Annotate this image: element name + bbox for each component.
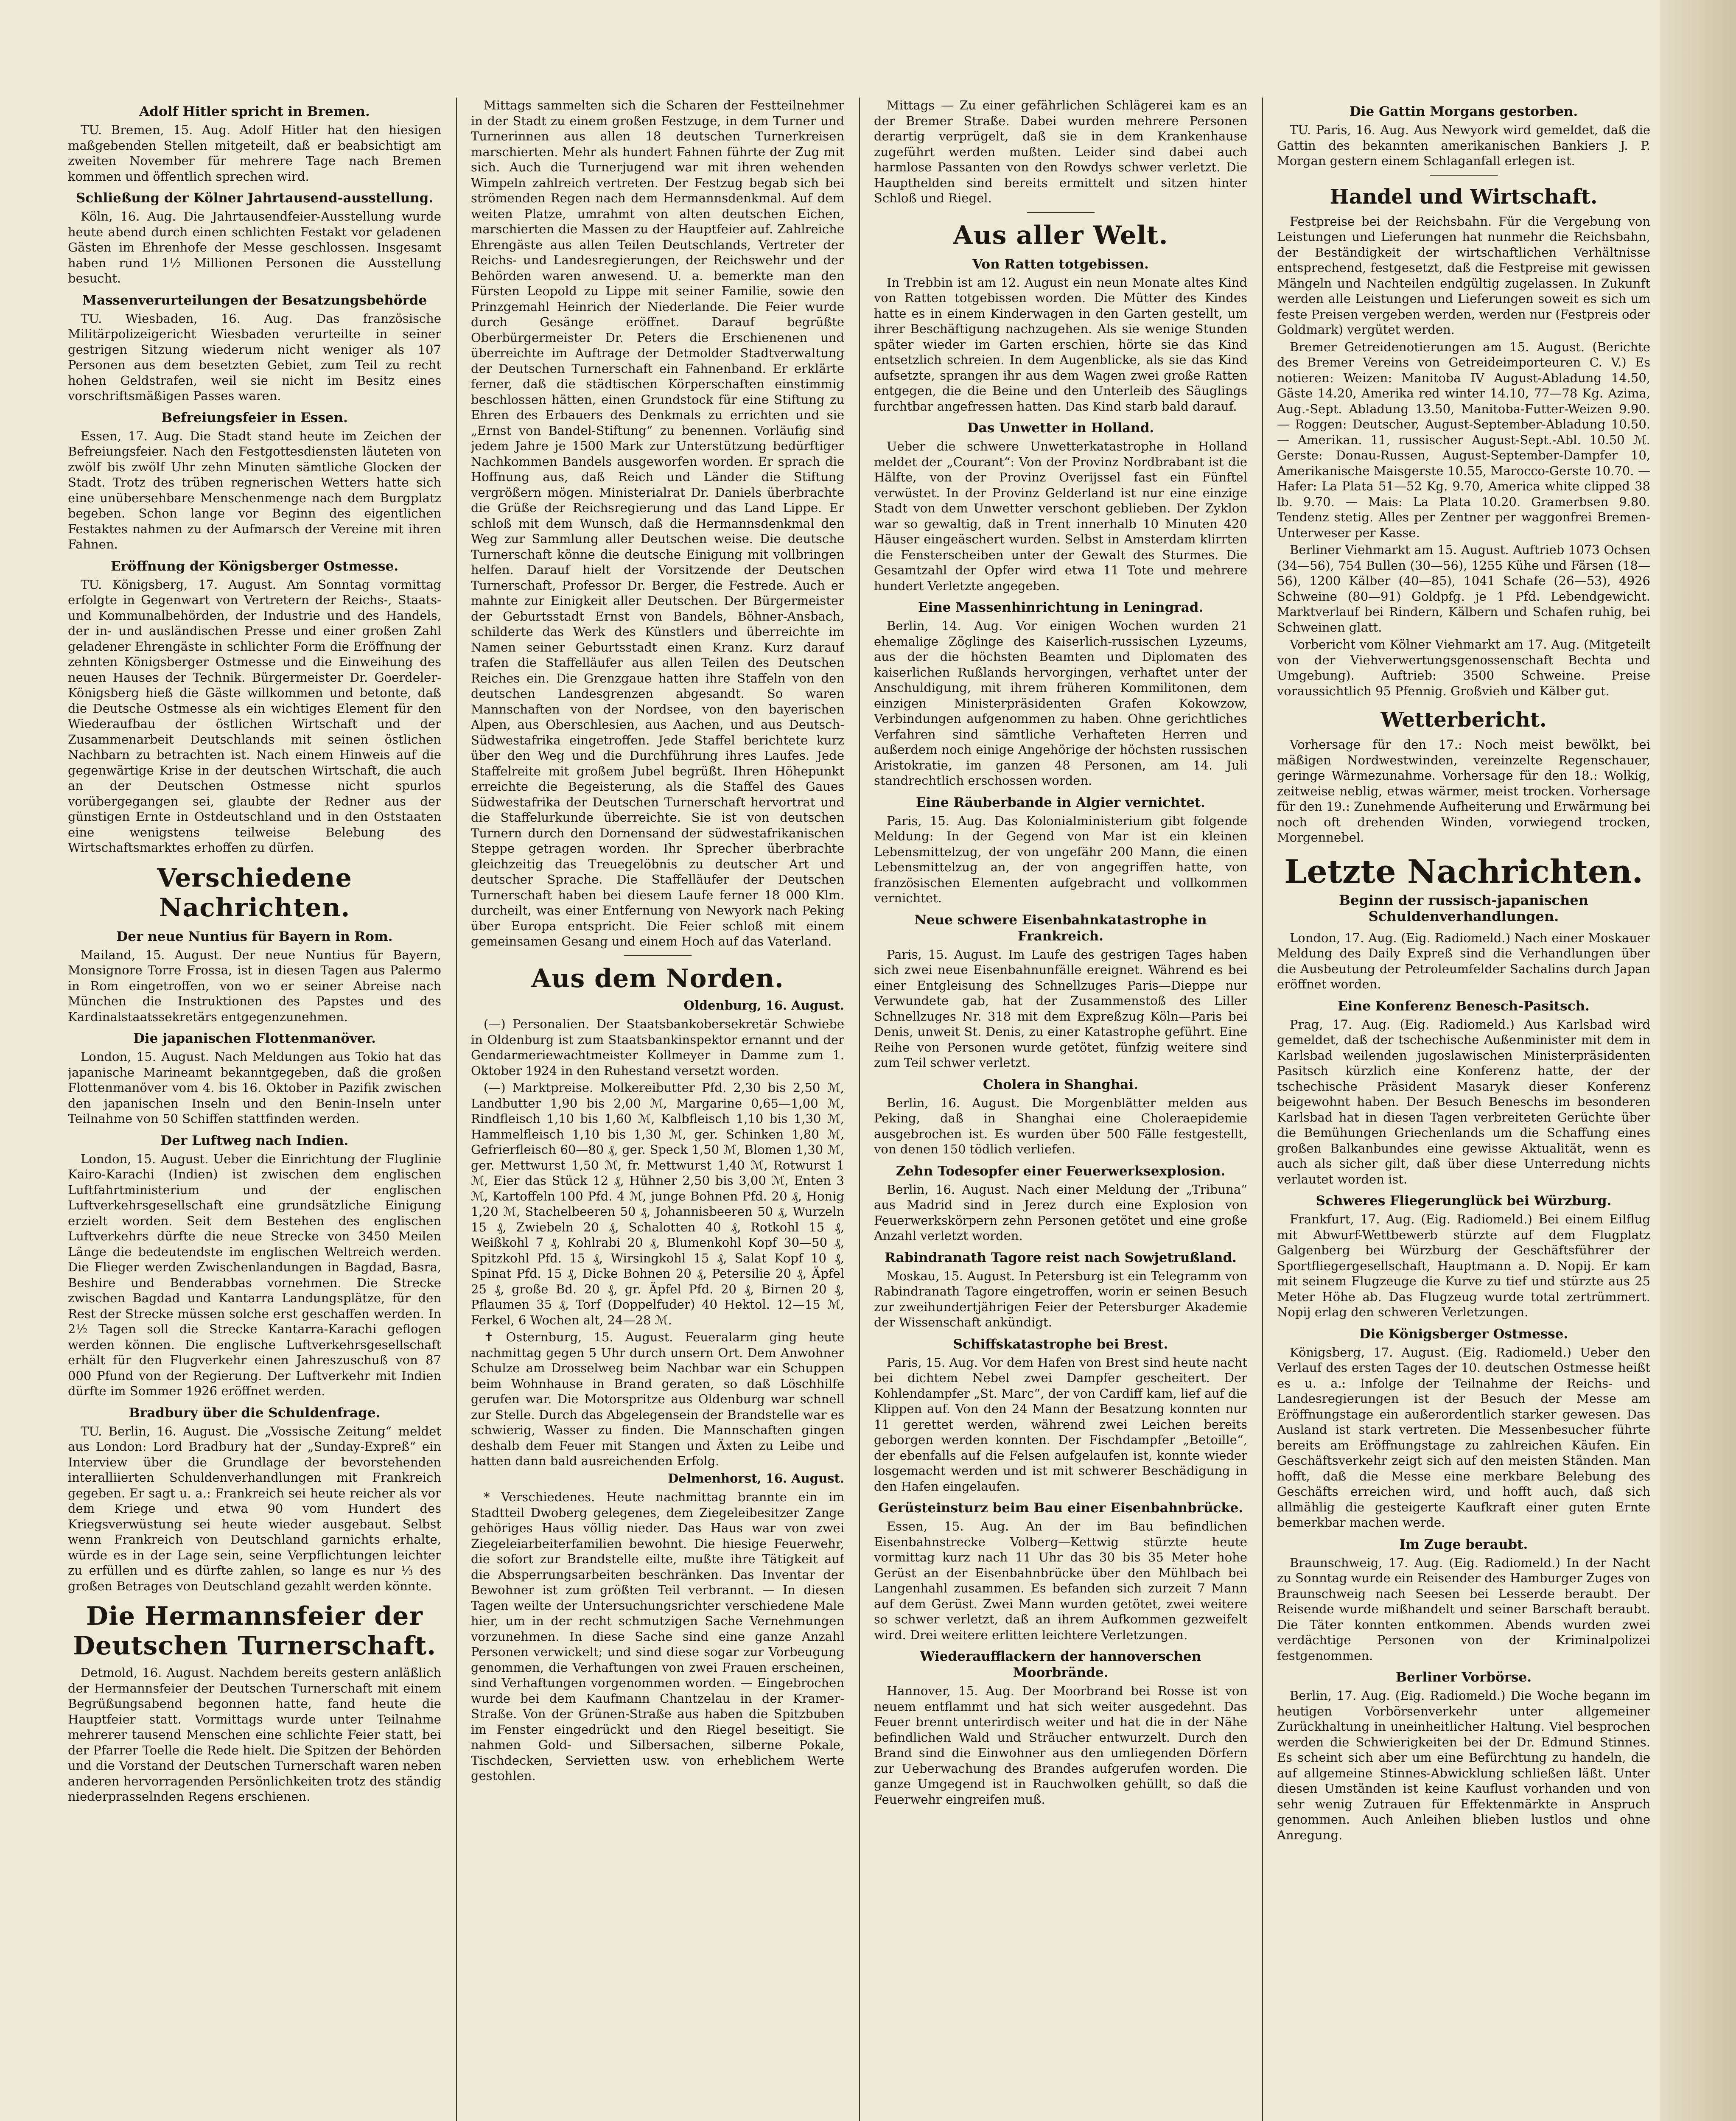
- article-text: Essen, 17. Aug. Die Stadt stand heute im Zeichen der Befreiungsfeier. Nach den Festgottesdiensten läuteten von zwölf bis zwölf Uhr zehn Minuten sämtliche Glocken der Stadt. Trotz des trüben regnerischen Wetters hatte sich eine unübersehbare Menschenmenge nach dem Burgplatz begeben. Schon lange vor Beginn des eigentlichen Festaktes nahmen zu der Aufmarsch der Vereine mit ihren Fahnen.: [68, 428, 441, 551]
- headline: Rabindranath Tagore reist nach Sowjetrußland.: [885, 1250, 1237, 1265]
- article-text: London, 15. August. Ueber die Einrichtung der Fluglinie Kairo-Karachi (Indien) ist zwischen dem englischen Luftfahrtministerium und der englischen Luftverkehrsgesellschaft eine grundsätzliche Einigung erzielt worden. Seit dem Bestehen des englischen Luftverkehrs dürfte die neue Strecke von 3450 Meilen Länge die bedeutendste im englischen Weltreich werden. Die Flieger werden Zwischenlandungen in Bagdad, Basra, Beshire und Benderabbas vornehmen. Die Strecke zwischen Bagdad und Kantarra Landungsplätze, für den Rest der Strecke müssen solche erst geschaffen werden. In 2½ Tagen soll die Strecke Kantarra-Karachi geflogen werden können. Die englische Luftverkehrsgesellschaft erhält für den Flugverkehr einen Jahreszuschuß von 87 000 Pfund von der Regierung. Der Luftverkehr mit Indien dürfte im Sommer 1926 eröffnet werden.: [68, 1151, 441, 1398]
- headline: Befreiungsfeier in Essen.: [161, 410, 348, 425]
- headline: Neue schwere Eisenbahnkatastrophe in Frankreich.: [914, 912, 1207, 944]
- article-text: ✝ Osternburg, 15. August. Feueralarm ging heute nachmittag gegen 5 Uhr durch unsern Ort. Dem Anwohner Schulze am Drosselweg beim Nachbar war ein Schuppen beim Wohnhause in Brand geraten, so daß Löschhilfe gerufen war. Die Motorspritze aus Oldenburg war schnell zur Stelle. Durch das Abgelegensein der Brandstelle war es schwierig, Wasser zu finden. Die Mannschaften gingen deshalb dem Feuer mit Stangen und Äxten zu Leibe und hatten dann bald ausreichenden Erfolg.: [471, 1330, 844, 1468]
- headline: Eine Massenhinrichtung in Leningrad.: [918, 600, 1204, 615]
- headline: Massenverurteilungen der Besatzungsbehörde: [82, 292, 427, 308]
- section-title: Verschiedene Nachrichten.: [157, 863, 352, 923]
- article-text: Berlin, 14. Aug. Vor einigen Wochen wurden 21 ehemalige Zöglinge des Kaiserlich-russischen Lyzeums, aus der die höchsten Beamten und Diplomaten des kaiserlichen Rußlands hervorgingen, verhaftet unter der Anschuldigung, mit ihrem früheren Kommilitonen, dem einzigen Ministerpräsidenten Grafen Kokowzow, Verbindungen aufgenommen zu haben. Ohne gerichtliches Verfahren sind sämtliche Verhafteten Herren und außerdem noch einige Angehörige der höchsten russischen Aristokratie, im ganzen 48 Personen, am 14. Juli standrechtlich erschossen worden.: [874, 618, 1247, 788]
- dateline: Delmenhorst, 16. August.: [668, 1471, 844, 1486]
- section-title: Letzte Nachrichten.: [1284, 852, 1643, 890]
- article-text: TU. Berlin, 16. August. Die „Vossische Zeitung“ meldet aus London: Lord Bradbury hat der „Sunday-Expreß“ ein Interview über die Grundlage der bevorstehenden interalliierten Schuldenverhandlungen mit Frankreich gegeben. Er sagt u. a.: Frankreich sei heute reicher als vor dem Kriege und etwa 90 vom Hundert des Kriegsverwüstung sei heute wieder ausgebaut. Selbst wenn Frankreich von Deutschland garnichts erhalte, würde es in der Lage sein, seine Verpflichtungen leichter zu erfüllen und es dürfte zahlen, so lange es nur ⅓ des großen Betrages von Deutschland gezahlt werden könnte.: [68, 1424, 441, 1593]
- article-text: Moskau, 15. August. In Petersburg ist ein Telegramm von Rabindranath Tagore eingetroffen, worin er seinen Besuch zur zweihundertjährigen Feier der Petersburger Akademie der Wissenschaft ankündigt.: [874, 1268, 1247, 1329]
- headline: Im Zuge beraubt.: [1399, 1536, 1528, 1552]
- headline: Die Gattin Morgans gestorben.: [1349, 104, 1578, 119]
- headline: Eine Konferenz Benesch-Pasitsch.: [1338, 998, 1590, 1014]
- headline: Berliner Vorbörse.: [1395, 1670, 1532, 1685]
- headline: Eine Räuberbande in Algier vernichtet.: [916, 795, 1205, 810]
- headline: Wiederaufflackern der hannoverschen Moorbrände.: [920, 1649, 1201, 1680]
- column-3: [874, 98, 1247, 2121]
- headline: Von Ratten totgebissen.: [972, 256, 1149, 272]
- article-text: Festpreise bei der Reichsbahn. Für die Vergebung von Leistungen und Lieferungen hat nunmehr die Reichsbahn, der Beständigkeit der wirtschaftlichen Verhältnisse entsprechend, festgesetzt, daß die Festpreise mit gewissen Mängeln und Nachteilen endgültig zugelassen. In Zukunft werden alle Leistungen und Lieferungen soweit es sich um feste Preisen vergeben werden, werden nur (Festpreis oder Goldmark) vergütet werden.: [1277, 214, 1650, 337]
- article-text: Paris, 15. Aug. Das Kolonialministerium gibt folgende Meldung: In der Gegend von Mar ist ein kleinen Lebensmittelzug, der von ungefähr 200 Mann, die einen Lebensmittelzug an, der von angegriffen hatte, von französischen Elementen aufgebracht und vollkommen vernichtet.: [874, 813, 1247, 905]
- section-title: Die Hermannsfeier der Deutschen Turnerschaft.: [73, 1601, 437, 1661]
- article-text: Hannover, 15. Aug. Der Moorbrand bei Rosse ist von neuem entflammt und hat sich weiter ausgedehnt. Das Feuer brennt unterirdisch weiter und hat die in der Nähe befindlichen Wald und Sträucher entwurzelt. Durch den Brand sind die Einwohner aus den umliegenden Dörfern zur Ueberwachung des Brandes aufgerufen worden. Die ganze Umgegend ist in Rauchwolken gehüllt, so daß die Feuerwehr eingreifen muß.: [874, 1684, 1247, 1807]
- article-text: Vorhersage für den 17.: Noch meist bewölkt, bei mäßigen Nordwestwinden, vereinzelte Regenschauer, geringe Wärmezunahme. Vorhersage für den 18.: Wolkig, zeitweise neblig, etwas wärmer, meist trocken. Vorhersage für den 19.: Zunehmende Aufheiterung und Erwärmung bei noch oft drehenden Winden, vorwiegend trocken, Morgennebel.: [1277, 737, 1650, 845]
- scan-edge: [1660, 0, 1736, 2121]
- dateline: Oldenburg, 16. August.: [683, 998, 844, 1013]
- headline: Gerüsteinsturz beim Bau einer Eisenbahnbrücke.: [878, 1500, 1243, 1516]
- article-text: TU. Wiesbaden, 16. Aug. Das französische Militärpolizeigericht Wiesbaden verurteilte in seiner gestrigen Sitzung wiederum nicht weniger als 107 Personen aus dem besetzten Gebiet, zum Teil zu recht hohen Geldstrafen, weil sie nicht im Besitz eines vorschriftsmäßigen Passes waren.: [68, 311, 441, 403]
- article-text: Braunschweig, 17. Aug. (Eig. Radiomeld.) In der Nacht zu Sonntag wurde ein Reisender des Hamburger Zuges von Braunschweig nach Seesen bei Lesserde beraubt. Der Reisende wurde mißhandelt und seiner Barschaft beraubt. Die Täter konnten entkommen. Abends wurden zwei verdächtige Personen von der Kriminalpolizei festgenommen.: [1277, 1555, 1650, 1663]
- article-text: Mittags — Zu einer gefährlichen Schlägerei kam es an der Bremer Straße. Dabei wurden mehrere Personen derartig verprügelt, daß sie in dem Krankenhause zugeführt werden mußten. Leider sind dabei auch harmlose Passanten von den Rowdys schwer verletzt. Die Haupthelden sind bereits ermittelt und sitzen hinter Schloß und Riegel.: [874, 98, 1247, 205]
- article-text: Königsberg, 17. August. (Eig. Radiomeld.) Ueber den Verlauf des ersten Tages der 10. deutschen Ostmesse heißt es u. a.: Infolge der Teilnahme der Reichs- und Landesregierungen ist der Besuch der Messe am Eröffnungstage ein außerordentlich starker gewesen. Das Ausland ist stark vertreten. Die Messenbesucher führte bereits am Eröffnungstage zu zahlreichen Käufen. Ein Geschäftsverkehr zeigt sich auf den meisten Ständen. Man hofft, daß die Messe eine merkbare Belebung des Geschäfts erreichen wird, und hofft auch, daß sich allmählig die gesteigerte Kaufkraft einer guten Ernte bemerkbar machen werde.: [1277, 1345, 1650, 1530]
- article-text: Paris, 15. Aug. Vor dem Hafen von Brest sind heute nacht bei dichtem Nebel zwei Dampfer gescheitert. Der Kohlendampfer „St. Marc“, der von Cardiff kam, lief auf die Klippen auf. Von den 24 Mann der Besatzung konnten nur 11 gerettet werden, während zwei Leichen bereits geborgen werden konnten. Der Fischdampfer „Betoille“, der ebenfalls auf die Felsen aufgelaufen ist, konnte wieder losgemacht werden und ist mit schwerer Beschädigung in den Hafen eingelaufen.: [874, 1355, 1247, 1494]
- newspaper-page: [68, 98, 1655, 2121]
- article-text: (—) Marktpreise. Molkereibutter Pfd. 2,30 bis 2,50 ℳ, Landbutter 1,90 bis 2,00 ℳ, Margarine 0,65—1,00 ℳ, Rindfleisch 1,10 bis 1,60 ℳ, Kalbfleisch 1,10 bis 1,30 ℳ, Hammelfleisch 1,10 bis 1,30 ℳ, ger. Schinken 1,80 ℳ, Gefrierfleisch 60—80 ₰, ger. Speck 1,50 ℳ, Blomen 1,30 ℳ, ger. Mettwurst 1,50 ℳ, fr. Mettwurst 1,40 ℳ, Rotwurst 1 ℳ, Eier das Stück 12 ₰, Hühner 2,50 bis 3,00 ℳ, Enten 3 ℳ, Kartoffeln 100 Pfd. 4 ℳ, junge Bohnen Pfd. 20 ₰, Honig 1,20 ℳ, Stachelbeeren 50 ₰, Johannisbeeren 50 ₰, Wurzeln 15 ₰, Zwiebeln 20 ₰, Schalotten 40 ₰, Rotkohl 15 ₰, Weißkohl 7 ₰, Kohlrabi 20 ₰, Blumenkohl Kopf 30—50 ₰, Spitzkohl Pfd. 15 ₰, Wirsingkohl 15 ₰, Salat Kopf 10 ₰, Spinat Pfd. 15 ₰, Dicke Bohnen 20 ₰, Petersilie 20 ₰, Äpfel 25 ₰, große Bd. 20 ₰, gr. Äpfel Pfd. 20 ₰, Birnen 20 ₰, Pflaumen 35 ₰, Torf (Doppelfuder) 40 Hektol. 12—15 ℳ, Ferkel, 6 Wochen alt, 24—28 ℳ.: [471, 1080, 844, 1327]
- column-1: [68, 98, 441, 2121]
- section-title: Wetterbericht.: [1380, 708, 1547, 732]
- headline: Die Königsberger Ostmesse.: [1359, 1326, 1568, 1342]
- article-text: Berliner Viehmarkt am 15. August. Auftrieb 1073 Ochsen (34—56), 754 Bullen (30—56), 1255 Kühe und Färsen (18—56), 1200 Kälber (40—85), 1041 Schafe (26—53), 4926 Schweine (80—91) Goldpfg. je 1 Pfd. Lebendgewicht. Marktverlauf bei Rindern, Kälbern und Schafen ruhig, bei Schweinen glatt.: [1277, 543, 1650, 635]
- column-2: [471, 98, 844, 2121]
- headline: Der Luftweg nach Indien.: [160, 1133, 349, 1148]
- headline: Cholera in Shanghai.: [983, 1077, 1139, 1092]
- headline: Der neue Nuntius für Bayern in Rom.: [116, 929, 393, 944]
- article-text: TU. Königsberg, 17. August. Am Sonntag vormittag erfolgte in Gegenwart von Vertretern der Reichs-, Staats- und Kommunalbehörden, der Industrie und des Handels, der in- und ausländischen Presse und einer großen Zahl geladener Ehrengäste in schlichter Form die Eröffnung der zehnten Königsberger Ostmesse und die Einweihung des neuen Hauses der Technik. Bürgermeister Dr. Goerdeler-Königsberg hieß die Gäste willkommen und betonte, daß die Deutsche Ostmesse als ein wichtiges Element für den Wiederaufbau der östlichen Wirtschaft und der Zusammenarbeit Deutschlands mit seinen östlichen Nachbarn zu betrachten ist. Nach einem Hinweis auf die gegenwärtige Krise in der deutschen Wirtschaft, die auch an der Deutschen Ostmesse nicht spurlos vorübergegangen sei, glaubte der Redner aus der günstigen Ernte in Ostdeutschland und in den Oststaaten eine wenigstens teilweise Belebung des Wirtschaftsmarktes erhoffen zu dürfen.: [68, 577, 441, 855]
- article-text: London, 15. August. Nach Meldungen aus Tokio hat das japanische Marineamt bekanntgegeben, daß die großen Flottenmanöver vom 4. bis 16. Oktober in Pazifik zwischen den japanischen Inseln und den Benin-Inseln unter Teilnahme von 50 Schiffen stattfinden werden.: [68, 1049, 441, 1126]
- article-text: * Verschiedenes. Heute nachmittag brannte ein im Stadtteil Dwoberg gelegenes, dem Ziegeleibesitzer Zange gehöriges Haus völlig nieder. Das Haus war von zwei Ziegeleiarbeiterfamilien bewohnt. Die hiesige Feuerwehr, die sofort zur Brandstelle eilte, mußte ihre Tätigkeit auf die Absperrungsarbeiten beschränken. Das Inventar der Bewohner ist zum größten Teil verbrannt. — In diesen Tagen weilte der Untersuchungsrichter verschiedene Male hier, um in der recht schmutzigen Sache Vernehmungen vorzunehmen. In diese Sache sind eine ganze Anzahl Personen verwickelt; und sind diese sogar zur Vorbeugung genommen, die Verhaftungen von zwei Frauen erscheinen, sind Verhaftungen vorgenommen worden. — Eingebrochen wurde bei dem Kaufmann Chantzelau in der Kramer-Straße. Von der Grünen-Straße aus haben die Spitzbuben im Fenster eingedrückt und den Riegel beseitigt. Sie nahmen Gold- und Silbersachen, silberne Pokale, Tischdecken, Servietten usw. von erheblichem Werte gestohlen.: [471, 1490, 844, 1783]
- article-text: Prag, 17. Aug. (Eig. Radiomeld.) Aus Karlsbad wird gemeldet, daß der tschechische Außenminister mit dem in Karlsbad weilenden jugoslawischen Ministerpräsidenten Pasitsch kürzlich eine Konferenz hatte, der der tschechische Präsident Masaryk dieser Konferenz beigewohnt haben. Der Besuch Beneschs im besonderen Karlsbad hat in diesen Tagen verbreiteten Gerüchte über die Bemühungen Griechenlands um die Schaffung eines großen Balkanbundes eine gewisse Aktualität, wenn es auch als sicher gilt, daß über diese Unterredung nichts verlautet worden ist.: [1277, 1017, 1650, 1186]
- article-text: Berlin, 16. August. Nach einer Meldung der „Tribuna“ aus Madrid sind in Jerez durch eine Explosion von Feuerwerkskörpern zehn Personen getötet und eine große Anzahl verletzt worden.: [874, 1182, 1247, 1243]
- article-text: Detmold, 16. August. Nachdem bereits gestern anläßlich der Hermannsfeier der Deutschen Turnerschaft mit einem Begrüßungsabend begonnen hatte, fand heute die Hauptfeier statt. Vormittags wurde unter Teilnahme mehrerer tausend Menschen eine schlichte Feier statt, bei der Pfarrer Toelle die Rede hielt. Die Spitzen der Behörden und die Vorstand der Deutschen Turnerschaft waren neben anderen hervorragenden Persönlichkeiten trotz des ständig niederprasselnden Regens erschienen.: [68, 1665, 441, 1804]
- article-text: Paris, 15. August. Im Laufe des gestrigen Tages haben sich zwei neue Eisenbahnunfälle ereignet. Während es bei einer Entgleisung des Schnellzuges Paris—Dieppe nur Verwundete gab, hat der Zusammenstoß des Liller Schnellzuges Nr. 318 mit dem Expreßzug Köln—Paris bei Denis, unweit St. Denis, zu einer Katastrophe geführt. Eine Reihe von Personen wurde getötet, fünfzig weitere sind zum Teil schwer verletzt.: [874, 947, 1247, 1070]
- article-text: In Trebbin ist am 12. August ein neun Monate altes Kind von Ratten totgebissen worden. Die Mütter des Kindes hatte es in einem Kinderwagen in den Garten gestellt, um ihrer Beschäftigung nachzugehen. Als sie wenige Stunden später wieder im Garten erschien, hörte sie das Kind entsetzlich schreien. In dem Augenblicke, als sie das Kind aufsetzte, sprangen ihr aus dem Wagen zwei große Ratten entgegen, die die Beine und den Unterleib des Säuglings furchtbar angefressen hatten. Das Kind starb bald darauf.: [874, 275, 1247, 414]
- column-4: [1277, 98, 1650, 2121]
- article-text: Vorbericht vom Kölner Viehmarkt am 17. Aug. (Mitgeteilt von der Viehverwertungsgenossenschaft Bechta und Umgebung). Auftrieb: 3500 Schweine. Preise voraussichtlich 95 Pfennig. Großvieh und Kälber gut.: [1277, 637, 1650, 698]
- article-text: Köln, 16. Aug. Die Jahrtausendfeier-Ausstellung wurde heute abend durch einen schlichten Festakt vor geladenen Gästen im Ehrenhofe der Messe geschlossen. Insgesamt haben rund 1½ Millionen Personen die Ausstellung besucht.: [68, 209, 441, 285]
- column-rule: [456, 98, 457, 2121]
- section-title: Aus dem Norden.: [531, 963, 784, 993]
- headline: Schließung der Kölner Jahrtausend-ausstellung.: [76, 190, 434, 206]
- article-text: Ueber die schwere Unwetterkatastrophe in Holland meldet der „Courant“: Von der Provinz Nordbrabant ist die Hälfte, von der Provinz Overijssel fast ein Fünftel verwüstet. In der Provinz Gelderland ist nur eine einzige Stadt von dem Unwetter verschont geblieben. Der Zyklon war so gewaltig, daß in Trent innerhalb 10 Minuten 420 Häuser eingeäschert wurden. Selbst in Amsterdam klirrten die Fensterscheiben unter der Gewalt des Sturmes. Die Gesamtzahl der Opfer wird etwa 11 Tote und mehrere hundert Verletzte angegeben.: [874, 439, 1247, 593]
- article-text: TU. Bremen, 15. Aug. Adolf Hitler hat den hiesigen maßgebenden Stellen mitgeteilt, daß er beabsichtigt am zweiten November für mehrere Tage nach Bremen kommen und öffentlich sprechen wird.: [68, 123, 441, 184]
- section-title: Handel und Wirtschaft.: [1330, 185, 1598, 209]
- article-text: London, 17. Aug. (Eig. Radiomeld.) Nach einer Moskauer Meldung des Daily Expreß sind die Verhandlungen über die Ausbeutung der Petroleumfelder Sachalins durch Japan eröffnet worden.: [1277, 930, 1650, 991]
- column-rule: [1262, 98, 1263, 2121]
- article-text: Mittags sammelten sich die Scharen der Festteilnehmer in der Stadt zu einem großen Festzuge, in dem Turner und Turnerinnen aus allen 18 deutschen Turnerkreisen marschierten. Mehr als hundert Fahnen führte der Zug mit sich. Auch die Turnerjugend war mit ihren wehenden Wimpeln zahlreich vertreten. Der Festzug begab sich bei strömenden Regen nach dem Hermannsdenkmal. Auf dem weiten Platze, umrahmt von alten deutschen Eichen, marschierten die Massen zu der Hauptfeier auf. Zahlreiche Ehrengäste aus allen Teilen Deutschlands, Vertreter der Reichs- und Landesregierungen, der Reichswehr und der Behörden waren anwesend. U. a. bemerkte man den Fürsten Leopold zu Lippe mit seiner Familie, sowie den Prinzgemahl Heinrich der Niederlande. Die Feier wurde durch Gesänge eröffnet. Darauf begrüßte Oberbürgermeister Dr. Peters die Erschienenen und überreichte im Auftrage der Detmolder Stadtverwaltung der Deutschen Turnerschaft ein Fahnenband. Er erklärte ferner, daß die städtischen Körperschaften einstimmig beschlossen hätten, einen Grundstock für eine Stiftung zu Ehren des Erbauers des Denkmals zu errichten und sie „Ernst von Bandel-Stiftung“ zu benennen. Vorläufig sind jedem Jahre je 1500 Mark zur Unterstützung bedürftiger Nachkommen Bandels ausgeworfen worden. Er sprach die Hoffnung aus, daß Reich und Länder die Stiftung vergrößern mögen. Ministerialrat Dr. Daniels überbrachte die Grüße der Reichsregierung und das Land Lippe. Er schloß mit dem Wunsch, daß die Hermannsdenkmal den Weg zur Sammlung aller Deutschen weise. Die deutsche Turnerschaft könne die deutsche Einigung mit vollbringen helfen. Darauf hielt der Vorsitzende der Deutschen Turnerschaft, Professor Dr. Berger, die Festrede. Auch er mahnte zur Einigkeit aller Deutschen. Der Bürgermeister der Geburtsstadt Ernst von Bandels, Böhner-Ansbach, schilderte das Werk des Künstlers und überreichte im Namen seiner Geburtsstadt einen Kranz. Kurz darauf trafen die Staffelläufer aus allen Teilen des Deutschen Reiches ein. Die Grenzgaue hatten ihre Staffeln von den deutschen Landesgrenzen abgesandt. So waren Mannschaften von der Nordsee, von den bayerischen Alpen, aus Oberschlesien, aus Aachen, und aus Deutsch-Südwestafrika eingetroffen. Jede Staffel berichtete kurz über den Weg und die Durchführung ihres Laufes. Jede Staffelreite mit großem Jubel begrüßt. Ihren Höhepunkt erreichte die Begeisterung, als die Staffel des Gaues Südwestafrika der Deutschen Turnerschaft hervortrat und die Staffelurkunde überreichte. Sie ist von deutschen Turnern durch den Dornensand der südwestafrikanischen Steppe getragen worden. Ihr Sprecher überbrachte gleichzeitig das Treuegelöbnis zu deutscher Art und deutscher Sprache. Die Staffelläufer der Deutschen Turnerschaft haben bei diesem Laufe ferner 18 000 Klm. durcheilt, was einer Entfernung von Newyork nach Peking über Europa entspricht. Die Feier schloß mit einem gemeinsamen Gesang und einem Hoch auf das Vaterland.: [471, 98, 844, 949]
- column-rule: [859, 98, 860, 2121]
- article-text: Frankfurt, 17. Aug. (Eig. Radiomeld.) Bei einem Eilflug mit Abwurf-Wettbewerb stürzte auf dem Flugplatz Galgenberg bei Würzburg der Geschäftsführer der Sportfliegergesellschaft, Hauptmann a. D. Nopij. Er kam mit seinem Flugzeuge die Kurve zu tief und stürzte aus 25 Meter Höhe ab. Das Flugzeug wurde total zertrümmert. Nopij erlag den schweren Verletzungen.: [1277, 1212, 1650, 1319]
- headline: Adolf Hitler spricht in Bremen.: [139, 104, 370, 119]
- headline: Das Unwetter in Holland.: [967, 420, 1154, 436]
- headline: Die japanischen Flottenmanöver.: [133, 1031, 376, 1046]
- headline: Eröffnung der Königsberger Ostmesse.: [110, 558, 399, 574]
- article-text: Bremer Getreidenotierungen am 15. August. (Berichte des Bremer Vereins von Getreideimporteuren C. V.) Es notieren: Weizen: Manitoba IV August-Abladung 14.50, Gäste 14.20, Amerika red winter 14.10, 77—78 Kg. Azima, Aug.-Sept. Abladung 13.50, Manitoba-Futter-Weizen 9.90. — Roggen: Deutscher, August-September-Abladung 10.50. — Amerikan. 11, russischer August-Sept.-Abl. 10.50 ℳ. Gerste: Donau-Russen, August-September-Dampfer 10, Amerikanische Maisgerste 10.55, Marocco-Gerste 10.70. — Hafer: La Plata 51—52 Kg. 9.70, America white clipped 38 lb. 9.70. — Mais: La Plata 10.20. Gramerbsen 9.80. Tendenz stetig. Alles per Zentner per waggonfrei Bremen-Unterweser per Kasse.: [1277, 339, 1650, 540]
- headline: Bradbury über die Schuldenfrage.: [129, 1405, 381, 1421]
- headline: Beginn der russisch-japanischen Schuldenverhandlungen.: [1339, 892, 1588, 924]
- separator: [624, 955, 692, 956]
- headline: Schiffskatastrophe bei Brest.: [953, 1336, 1168, 1352]
- separator: [1430, 175, 1498, 176]
- headline: Zehn Todesopfer einer Feuerwerksexplosion.: [896, 1163, 1226, 1179]
- article-text: Mailand, 15. August. Der neue Nuntius für Bayern, Monsignore Torre Frossa, ist in diesen Tagen aus Palermo in Rom eingetroffen, von wo er seiner Abreise nach München die Instruktionen des Papstes und des Kardinalstaatssekretärs entgegenzunehmen.: [68, 947, 441, 1024]
- article-text: Berlin, 16. August. Die Morgenblätter melden aus Peking, daß in Shanghai eine Choleraepidemie ausgebrochen ist. Es wurden über 500 Fälle festgestellt, von denen 150 tödlich verliefen.: [874, 1095, 1247, 1156]
- headline: Schweres Fliegerunglück bei Würzburg.: [1316, 1193, 1612, 1209]
- section-title: Aus aller Welt.: [953, 220, 1168, 250]
- article-text: Berlin, 17. Aug. (Eig. Radiomeld.) Die Woche begann im heutigen Vorbörsenverkehr unter allgemeiner Zurückhaltung in uneinheitlicher Haltung. Viel besprochen werden die Schwierigkeiten bei der Dr. Edmund Stinnes. Es scheint sich aber um eine Befürchtung zu handeln, die auf allgemeine Stinnes-Abwicklung schließen läßt. Unter diesen Umständen ist keine Kauflust vorhanden und von sehr wenig Zutrauen für Effektenmärkte in Anspruch genommen. Auch Anleihen blieben lustlos und ohne Anregung.: [1277, 1688, 1650, 1842]
- article-text: TU. Paris, 16. Aug. Aus Newyork wird gemeldet, daß die Gattin des bekannten amerikanischen Bankiers J. P. Morgan gestern einem Schlaganfall erlegen ist.: [1277, 123, 1650, 168]
- article-text: Essen, 15. Aug. An der im Bau befindlichen Eisenbahnstrecke Volberg—Kettwig stürzte heute vormittag kurz nach 11 Uhr das 30 bis 35 Meter hohe Gerüst an der Eisenbahnbrücke über den Mühlbach bei Langenhahl zusammen. Es befanden sich zurzeit 7 Mann auf dem Gerüst. Zwei Mann wurden getötet, zwei weitere so schwer verletzt, daß an ihrem Aufkommen gezweifelt wird. Drei weitere erlitten leichtere Verletzungen.: [874, 1519, 1247, 1642]
- article-text: (—) Personalien. Der Staatsbankobersekretär Schwiebe in Oldenburg ist zum Staatsbankinspektor ernannt und der Gendarmeriewachtmeister Kollmeyer in Damme zum 1. Oktober 1924 in den Ruhestand versetzt worden.: [471, 1017, 844, 1078]
- separator: [1027, 212, 1095, 213]
